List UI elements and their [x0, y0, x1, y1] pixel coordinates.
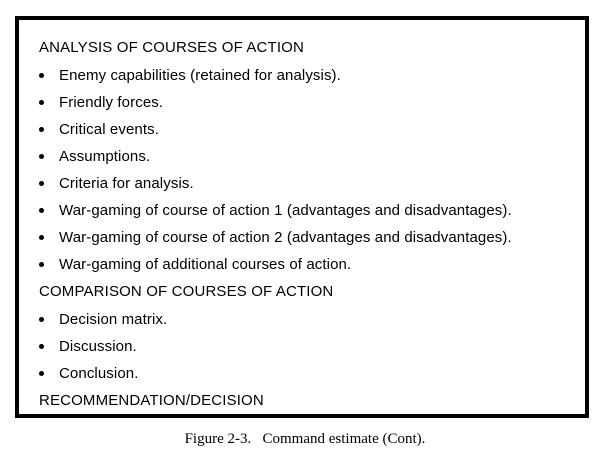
bullet-icon	[39, 100, 44, 105]
bullet-icon	[39, 154, 44, 159]
list-item-text: Friendly forces.	[59, 94, 164, 111]
list-item	[39, 93, 585, 112]
list-item-text: Criteria for analysis.	[59, 175, 194, 192]
list-item	[39, 174, 585, 193]
list-item	[39, 201, 585, 220]
list-item	[39, 228, 585, 247]
list-item	[39, 337, 585, 356]
bullet-icon	[39, 208, 44, 213]
bullet-icon	[39, 73, 44, 78]
list-item-text: War-gaming of course of action 2 (advantages and disadvantages).	[59, 229, 512, 246]
list-item	[39, 310, 585, 329]
list-item-text: Critical events.	[59, 121, 159, 138]
section-heading-comparison: COMPARISON OF COURSES OF ACTION	[39, 283, 334, 300]
list-item	[39, 255, 585, 274]
list-item-text: Decision matrix.	[59, 311, 168, 328]
list-item-text: War-gaming of course of action 1 (advantages and disadvantages).	[59, 202, 512, 219]
bullet-icon	[39, 181, 44, 186]
bullet-icon	[39, 235, 44, 240]
list-item-text: War-gaming of additional courses of action.	[59, 256, 352, 273]
section-heading-recommendation: RECOMMENDATION/DECISION	[39, 392, 264, 409]
bullet-icon	[39, 262, 44, 267]
analysis-list	[39, 66, 585, 274]
list-item-text: Conclusion.	[59, 365, 139, 382]
list-item-text: Assumptions.	[59, 148, 151, 165]
list-item	[39, 120, 585, 139]
list-item-text: Enemy capabilities (retained for analysis).	[59, 67, 341, 84]
figure-caption: Figure 2-3. Command estimate (Cont).	[184, 431, 426, 447]
bullet-icon	[39, 127, 44, 132]
bullet-icon	[39, 344, 44, 349]
bullet-icon	[39, 317, 44, 322]
list-item	[39, 364, 585, 383]
list-item	[39, 147, 585, 166]
bullet-icon	[39, 371, 44, 376]
figure-frame	[15, 16, 589, 418]
comparison-list	[39, 310, 585, 383]
list-item-text: Discussion.	[59, 338, 137, 355]
section-heading-analysis: ANALYSIS OF COURSES OF ACTION	[39, 39, 304, 56]
list-item	[39, 66, 585, 85]
